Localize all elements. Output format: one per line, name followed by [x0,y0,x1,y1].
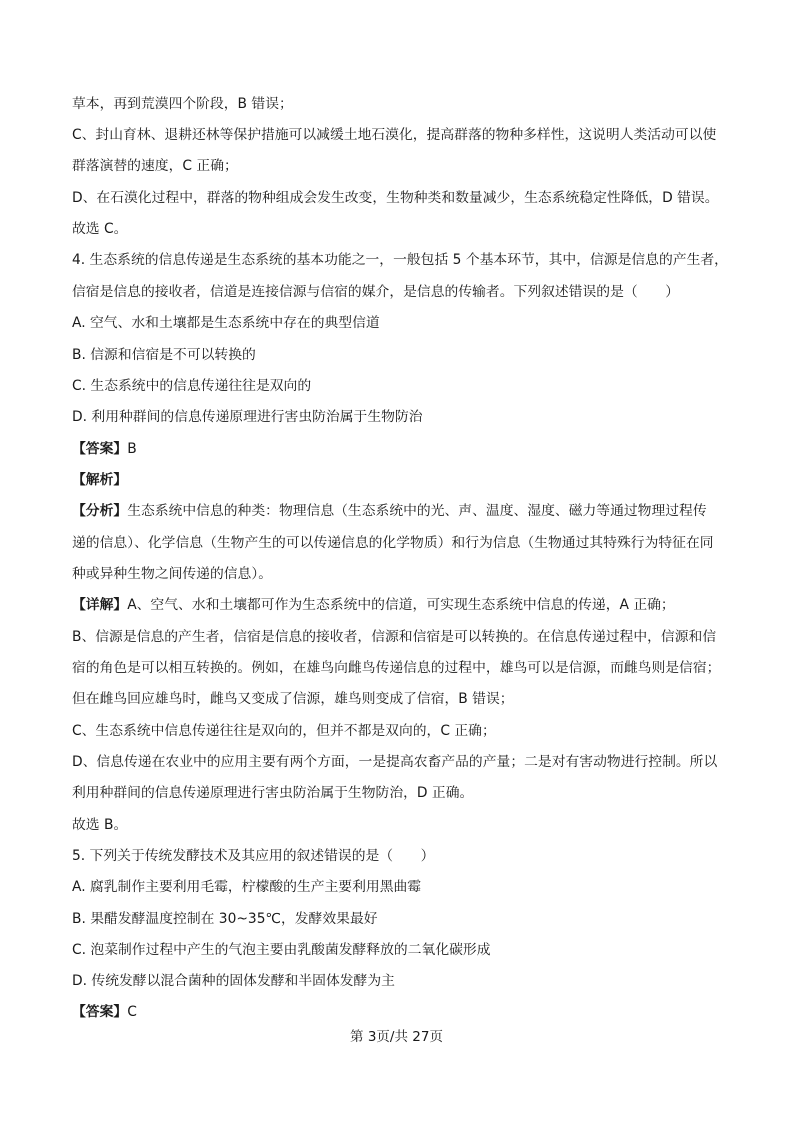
question-4-stem: 4. 生态系统的信息传递是生态系统的基本功能之一，一般包括 5 个基本环节，其中，信源是信息的产生者， [72,252,728,268]
text-line: C、封山育林、退耕还林等保护措施可以减缓土地石漠化，提高群落的物种多样性，这说明人类活动可以使 [72,127,717,143]
question-4-stem: 信宿是信息的接收者，信道是连接信源与信宿的媒介，是信息的传输者。下列叙述错误的是（ ） [72,284,680,300]
question-5-option-a: A. 腐乳制作主要利用毛霉，柠檬酸的生产主要利用黑曲霉 [72,879,422,895]
text-line: 草本，再到荒漠四个阶段，B 错误； [72,96,293,112]
question-5-option-d: D. 传统发酵以混合菌种的固体发酵和半固体发酵为主 [72,973,395,989]
answer-tag: 【答案】 [72,1004,128,1020]
text-line: 故选 B。 [72,817,128,833]
text-line: 但在雌鸟回应雄鸟时，雌鸟又变成了信源，雄鸟则变成了信宿，B 错误； [72,691,514,707]
question-4-fenxi [72,502,707,520]
answer-value: C [127,1004,137,1020]
text-line: 宿的角色是可以相互转换的。例如，在雄鸟向雌鸟传递信息的过程中，雄鸟可以是信源，而雌鸟则是信宿； [72,660,721,676]
answer-tag: 【答案】 [72,441,128,457]
page-number-footer: 第 3页/共 27页 [350,1029,443,1045]
xiangjie-tag: 【详解】 [72,597,128,613]
question-4-option-a: A. 空气、水和土壤都是生态系统中存在的典型信道 [72,315,380,331]
fenxi-text: 生态系统中信息的种类：物理信息（生态系统中的光、声、温度、湿度、磁力等通过物理过程传 [127,503,707,519]
text-line: B、信源是信息的产生者，信宿是信息的接收者，信源和信宿是可以转换的。在信息传递过程中，信源和信 [72,629,717,645]
question-4-option-c: C. 生态系统中的信息传递往往是双向的 [72,378,312,394]
text-line: D、信息传递在农业中的应用主要有两个方面，一是提高农畜产品的产量；二是对有害动物进行控制。所以 [72,754,718,770]
question-5-stem: 5. 下列关于传统发酵技术及其应用的叙述错误的是（ ） [72,848,435,864]
text-line: C、生态系统中信息传递往往是双向的，但并不都是双向的，C 正确； [72,723,496,739]
text-line: 种或异种生物之间传递的信息）。 [72,566,273,582]
text-line: 故选 C。 [72,221,128,237]
question-4-option-d: D. 利用种群间的信息传递原理进行害虫防治属于生物防治 [72,409,423,425]
question-4-xiangjie [72,596,675,614]
question-5-answer [72,1003,137,1021]
text-line: 群落演替的速度，C 正确； [72,158,238,174]
text-line: 递的信息）、化学信息（生物产生的可以传递信息的化学物质）和行为信息（生物通过其特殊行为特征在同 [72,535,714,551]
answer-value: B [127,441,137,457]
question-5-option-b: B. 果醋发酵温度控制在 30~35℃，发酵效果最好 [72,911,378,927]
question-4-jiexi [72,471,127,489]
text-line: 利用种群间的信息传递原理进行害虫防治属于生物防治，D 正确。 [72,785,474,801]
question-4-option-b: B. 信源和信宿是不可以转换的 [72,347,256,363]
question-5-option-c: C. 泡菜制作过程中产生的气泡主要由乳酸菌发酵释放的二氧化碳形成 [72,942,491,958]
xiangjie-text: A、空气、水和土壤都可作为生态系统中的信道，可实现生态系统中信息的传递，A 正确； [127,597,675,613]
fenxi-tag: 【分析】 [72,503,128,519]
question-4-answer [72,440,137,458]
jiexi-tag: 【解析】 [72,472,128,488]
text-line: D、在石漠化过程中，群落的物种组成会发生改变，生物种类和数量减少，生态系统稳定性降低，D 错误。 [72,190,719,206]
